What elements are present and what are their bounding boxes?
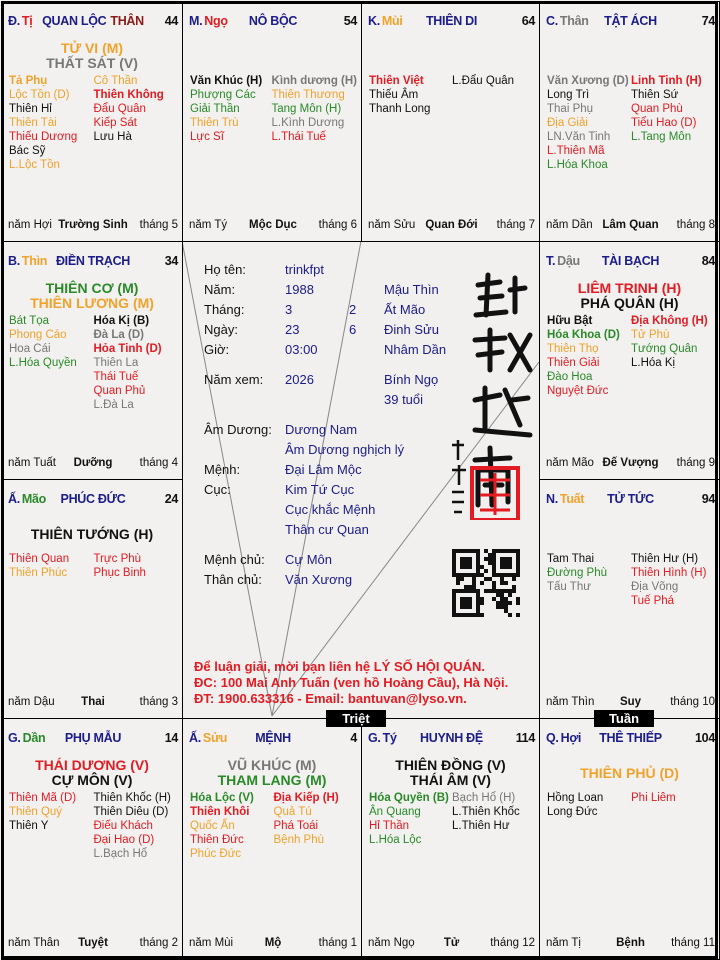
minor-star: Thiên Việt — [369, 75, 424, 87]
stage-label: Đế Vượng — [602, 457, 659, 469]
can-label: B. — [8, 254, 20, 268]
can-label: C. — [546, 14, 558, 28]
month-label: tháng 10 — [670, 696, 715, 708]
palace-label: MỆNH — [255, 731, 291, 745]
contact-phone-email[interactable]: ĐT: 1900.633316 - Email: bantuvan@lyso.vn. — [194, 691, 467, 706]
info-value: 03:00 — [285, 342, 318, 357]
minor-star: Thiên Thọ — [547, 343, 599, 355]
minor-star: Thiên Đức — [190, 834, 244, 846]
minor-star: L.Lộc Tồn — [9, 159, 60, 171]
can-label: Ấ. — [8, 492, 20, 506]
minor-star: Tuế Phá — [631, 595, 675, 607]
minor-star: Địa Kiếp (H) — [273, 792, 339, 804]
minor-star: Bạch Hổ (H) — [452, 792, 516, 804]
main-star: THIÊN ĐỒNG (V) — [395, 757, 506, 773]
stage-label: Bệnh — [616, 937, 645, 949]
main-star: TỬ VI (M) — [60, 40, 124, 56]
info-value: Ất Mão — [384, 302, 426, 317]
can-label: M. — [189, 14, 203, 28]
minor-star: Tấu Thư — [547, 581, 591, 593]
info-label: Năm xem: — [204, 372, 264, 387]
info-value: 39 tuổi — [384, 392, 424, 407]
minor-star: Thiên Thương — [271, 89, 345, 101]
chi-label: Tị — [21, 14, 33, 28]
minor-star: Thiên Hỉ — [9, 103, 52, 115]
year-label: năm Tuất — [8, 457, 56, 469]
minor-star: Thai Phụ — [547, 103, 594, 115]
can-label: N. — [546, 492, 558, 506]
month-label: tháng 8 — [676, 219, 715, 231]
main-star: THIÊN LƯƠNG (M) — [30, 295, 154, 311]
minor-star: Hồng Loan — [547, 792, 604, 804]
year-label: năm Mùi — [189, 937, 234, 949]
can-label: Q. — [546, 731, 559, 745]
main-star: VŨ KHÚC (M) — [227, 757, 317, 773]
minor-star: Hóa Quyền (B) — [369, 792, 449, 804]
month-label: tháng 4 — [139, 457, 178, 469]
age-number: 64 — [521, 14, 535, 28]
info-value: trinkfpt — [285, 262, 325, 277]
minor-star: Thiên Phúc — [9, 567, 68, 579]
minor-star: Điếu Khách — [93, 820, 153, 832]
palace-label: PHỤ MẪU — [64, 731, 122, 745]
contact-address: ĐC: 100 Mai Anh Tuấn (ven hồ Hoàng Cầu), Hà Nội. — [194, 675, 509, 690]
can-label: K. — [368, 14, 380, 28]
main-star: THIÊN TƯỚNG (H) — [30, 525, 154, 542]
minor-star: Trực Phù — [93, 553, 142, 565]
minor-star: Hóa Khoa (D) — [547, 329, 620, 341]
minor-star: Cô Thần — [93, 75, 138, 87]
minor-star: LN.Văn Tinh — [547, 131, 611, 143]
minor-star: Lưu Hà — [93, 131, 132, 143]
minor-star: Phượng Các — [190, 89, 256, 101]
age-number: 44 — [164, 14, 178, 28]
info-value: Cục khắc Mệnh — [285, 502, 376, 517]
minor-star: Thiên Hình (H) — [631, 567, 707, 579]
minor-star: Lộc Tồn (D) — [9, 89, 70, 101]
age-number: 74 — [701, 14, 715, 28]
palace-label: THÊ THIẾP — [599, 731, 662, 745]
minor-star: Đào Hoa — [547, 371, 593, 383]
main-star: THẤT SÁT (V) — [46, 55, 138, 71]
main-star: LIÊM TRINH (H) — [577, 280, 682, 296]
minor-star: Tả Phụ — [9, 75, 48, 87]
chart-frame — [1, 1, 718, 959]
info-label: Thân chủ: — [204, 572, 262, 587]
minor-star: Địa Không (H) — [631, 315, 708, 327]
minor-star: Lực Sĩ — [190, 131, 224, 143]
minor-star: L.Hóa Khoa — [547, 159, 608, 171]
minor-star: Bác Sỹ — [9, 145, 46, 157]
minor-star: L.Hóa Quyền — [9, 357, 77, 369]
minor-star: Tướng Quân — [631, 343, 698, 355]
info-value: Đinh Sửu — [384, 322, 439, 337]
age-number: 104 — [695, 731, 715, 745]
minor-star: Văn Khúc (H) — [190, 75, 263, 87]
can-label: Đ. — [8, 14, 20, 28]
info-value: Dương Nam — [285, 422, 358, 437]
info-value: Nhâm Dần — [384, 342, 447, 357]
minor-star: Tử Phù — [631, 329, 670, 341]
can-label: T. — [546, 254, 556, 268]
stage-label: Trường Sinh — [58, 219, 128, 231]
stage-label: Thai — [81, 696, 105, 708]
minor-star: Quả Tú — [273, 806, 312, 818]
minor-star: L.Tang Môn — [631, 131, 692, 143]
minor-star: Bát Tọa — [9, 315, 50, 327]
info-label: Tháng: — [204, 302, 245, 317]
age-number: 34 — [164, 254, 178, 268]
minor-star: Thiên Quan — [9, 553, 70, 565]
info-label: Họ tên: — [204, 262, 246, 277]
info-value: Thân cư Quan — [285, 522, 369, 537]
info-value: Văn Xương — [285, 572, 353, 587]
year-label: năm Thân — [8, 937, 60, 949]
minor-star: Thiên Khốc (H) — [93, 792, 171, 804]
minor-star: Thái Tuế — [93, 371, 139, 383]
year-label: năm Tị — [546, 937, 581, 949]
minor-star: L.Kình Dương — [271, 117, 345, 129]
year-label: năm Sửu — [368, 219, 416, 231]
chi-label: Thân — [559, 14, 589, 28]
month-label: tháng 7 — [496, 219, 535, 231]
chi-label: Sửu — [202, 731, 228, 745]
minor-star: Thiên La — [93, 357, 139, 369]
info-label: Mệnh chủ: — [204, 552, 265, 567]
main-star: CỰ MÔN (V) — [51, 772, 133, 788]
minor-star: Thiên Tài — [9, 117, 57, 129]
minor-star: Thiên Hư (H) — [631, 553, 699, 565]
info-value: 2 — [349, 302, 357, 317]
month-label: tháng 6 — [318, 219, 357, 231]
year-label: năm Tý — [189, 219, 228, 231]
minor-star: L.Hóa Kị — [631, 357, 676, 369]
minor-star: Kình dương (H) — [271, 75, 357, 87]
minor-star: Thiếu Dương — [9, 131, 78, 143]
info-value: 3 — [285, 302, 293, 317]
chi-label: Thìn — [21, 254, 48, 268]
chi-label: Ngọ — [204, 14, 228, 28]
palace-label: TÀI BẠCH — [601, 254, 660, 268]
month-label: tháng 2 — [139, 937, 178, 949]
info-value: Bính Ngọ — [384, 372, 439, 387]
stage-label: Quan Đới — [425, 219, 478, 231]
month-label: tháng 3 — [139, 696, 178, 708]
stage-label: Dưỡng — [73, 457, 113, 469]
main-star: PHÁ QUÂN (H) — [580, 295, 679, 311]
chi-label: Mão — [21, 492, 47, 506]
minor-star: Ân Quang — [369, 806, 421, 818]
minor-star: Thanh Long — [369, 103, 431, 115]
minor-star: Văn Xương (D) — [547, 75, 629, 87]
minor-star: Giải Thần — [190, 103, 240, 115]
chi-label: Tuất — [559, 492, 585, 506]
info-label: Ngày: — [204, 322, 238, 337]
minor-star: Hóa Lộc (V) — [190, 792, 254, 804]
palace-label: ĐIỀN TRẠCH — [55, 254, 131, 268]
minor-star: Hỏa Tinh (D) — [93, 343, 162, 355]
can-label: G. — [368, 731, 381, 745]
minor-star: Thiên Sứ — [631, 89, 679, 101]
minor-star: Phục Binh — [93, 567, 146, 579]
minor-star: L.Thái Tuế — [271, 131, 326, 143]
month-label: tháng 9 — [676, 457, 715, 469]
than-marker: THÂN — [110, 14, 144, 28]
minor-star: L.Bạch Hổ — [93, 848, 148, 860]
minor-star: Hỉ Thần — [369, 820, 410, 832]
stage-label: Mộ — [264, 937, 282, 949]
minor-star: Hóa Kị (B) — [93, 315, 150, 327]
palace-label: NÔ BỘC — [248, 14, 298, 28]
minor-star: Thiên Mã (D) — [9, 792, 77, 804]
age-number: 24 — [164, 492, 178, 506]
minor-star: Long Trì — [547, 89, 590, 101]
minor-star: Thiên Quý — [9, 806, 63, 818]
chi-label: Mùi — [381, 14, 403, 28]
stage-label: Lâm Quan — [602, 219, 659, 231]
info-value: 6 — [349, 322, 357, 337]
minor-star: Kiếp Sát — [93, 117, 137, 129]
palace-label: THIÊN DI — [425, 14, 478, 28]
palace-label: HUYNH ĐỆ — [420, 731, 483, 745]
can-label: G. — [8, 731, 21, 745]
minor-star: Long Đức — [547, 806, 598, 818]
info-value: Đại Lâm Mộc — [285, 462, 362, 477]
info-label: Âm Dương: — [204, 422, 272, 437]
stage-label: Tuyệt — [78, 937, 108, 949]
age-number: 4 — [350, 731, 357, 745]
main-star: THIÊN PHỦ (D) — [580, 764, 679, 781]
info-label: Giờ: — [204, 342, 230, 357]
info-label: Năm: — [204, 282, 236, 297]
minor-star: Đẩu Quân — [93, 103, 146, 115]
minor-star: Địa Giải — [547, 117, 588, 129]
minor-star: Thiên Diêu (D) — [93, 806, 169, 818]
age-number: 94 — [701, 492, 715, 506]
chi-label: Dậu — [557, 254, 580, 268]
tuan-tag: Tuần — [594, 710, 654, 727]
minor-star: Tam Thai — [547, 553, 595, 565]
info-label: Cục: — [204, 482, 231, 497]
minor-star: L.Hóa Lộc — [369, 834, 422, 846]
minor-star: Nguyệt Đức — [547, 385, 609, 397]
palace-label: TỬ TỨC — [607, 492, 654, 506]
minor-star: Thiên Giải — [547, 357, 600, 369]
minor-star: Thiên Trù — [190, 117, 239, 129]
year-label: năm Mão — [546, 457, 594, 469]
info-value: 23 — [285, 322, 300, 337]
age-number: 14 — [164, 731, 178, 745]
age-number: 114 — [515, 731, 535, 745]
palace-label: PHÚC ĐỨC — [60, 492, 126, 506]
age-number: 54 — [343, 14, 357, 28]
info-value: Mậu Thìn — [384, 282, 439, 297]
month-label: tháng 5 — [139, 219, 178, 231]
info-value: Cự Môn — [285, 552, 332, 567]
minor-star: Tiểu Hao (D) — [631, 117, 697, 129]
month-label: tháng 1 — [318, 937, 357, 949]
info-value: Kim Tứ Cục — [285, 482, 355, 497]
minor-star: Hữu Bật — [547, 315, 593, 327]
minor-star: Thiên Khôi — [190, 806, 250, 818]
stage-label: Suy — [619, 696, 642, 708]
chi-label: Tý — [382, 731, 397, 745]
chi-label: Dần — [22, 731, 46, 745]
minor-star: Đại Hao (D) — [93, 834, 155, 846]
chi-label: Hợi — [560, 731, 582, 745]
minor-star: Phúc Đức — [190, 848, 242, 860]
info-value: 2026 — [285, 372, 314, 387]
minor-star: Phá Toái — [273, 820, 319, 832]
palace-label: TẬT ÁCH — [604, 14, 657, 28]
minor-star: Thiên Không — [93, 89, 164, 101]
minor-star: Tang Môn (H) — [271, 103, 342, 115]
minor-star: L.Đẩu Quân — [452, 75, 515, 87]
month-label: tháng 12 — [490, 937, 535, 949]
main-star: THIÊN CƠ (M) — [45, 280, 139, 296]
palace-label: QUAN LỘC — [42, 14, 107, 28]
year-label: năm Hợi — [8, 219, 52, 231]
month-label: tháng 11 — [671, 937, 715, 949]
info-value: 1988 — [285, 282, 314, 297]
minor-star: L.Đà La — [93, 399, 134, 411]
minor-star: L.Thiên Khốc — [452, 806, 520, 818]
year-label: năm Dần — [546, 219, 593, 231]
minor-star: Phi Liêm — [631, 792, 676, 804]
stage-label: Mộc Dục — [249, 219, 297, 231]
minor-star: Địa Võng — [631, 581, 679, 593]
minor-star: Đà La (D) — [93, 329, 144, 341]
minor-star: Quan Phù — [631, 103, 683, 115]
minor-star: Phong Cáo — [9, 329, 67, 341]
main-star: THÁI ÂM (V) — [410, 772, 491, 788]
age-number: 84 — [701, 254, 715, 268]
info-label: Mệnh: — [204, 462, 241, 477]
stage-label: Tử — [443, 937, 460, 949]
can-label: Ấ. — [189, 731, 201, 745]
minor-star: Hoa Cái — [9, 343, 51, 355]
year-label: năm Ngọ — [368, 937, 415, 949]
minor-star: L.Thiên Hư — [452, 820, 510, 832]
minor-star: Quốc Ấn — [190, 820, 235, 832]
contact-line: Để luận giải, mời bạn liên hệ LÝ SỐ HỘI QUÁN. — [194, 659, 485, 674]
year-label: năm Thìn — [546, 696, 595, 708]
year-label: năm Dậu — [8, 696, 55, 708]
main-star: THAM LANG (M) — [217, 772, 327, 788]
minor-star: Thiếu Âm — [369, 89, 419, 101]
minor-star: Bệnh Phù — [273, 834, 325, 846]
minor-star: Đường Phù — [547, 567, 607, 579]
minor-star: Thiên Y — [9, 820, 49, 832]
minor-star: Quan Phủ — [93, 385, 146, 397]
triet-tag: Triệt — [326, 710, 386, 727]
minor-star: L.Thiên Mã — [547, 145, 605, 157]
minor-star: Linh Tinh (H) — [631, 75, 702, 87]
main-star: THÁI DƯƠNG (V) — [35, 757, 149, 773]
info-value: Âm Dương nghịch lý — [285, 442, 405, 457]
